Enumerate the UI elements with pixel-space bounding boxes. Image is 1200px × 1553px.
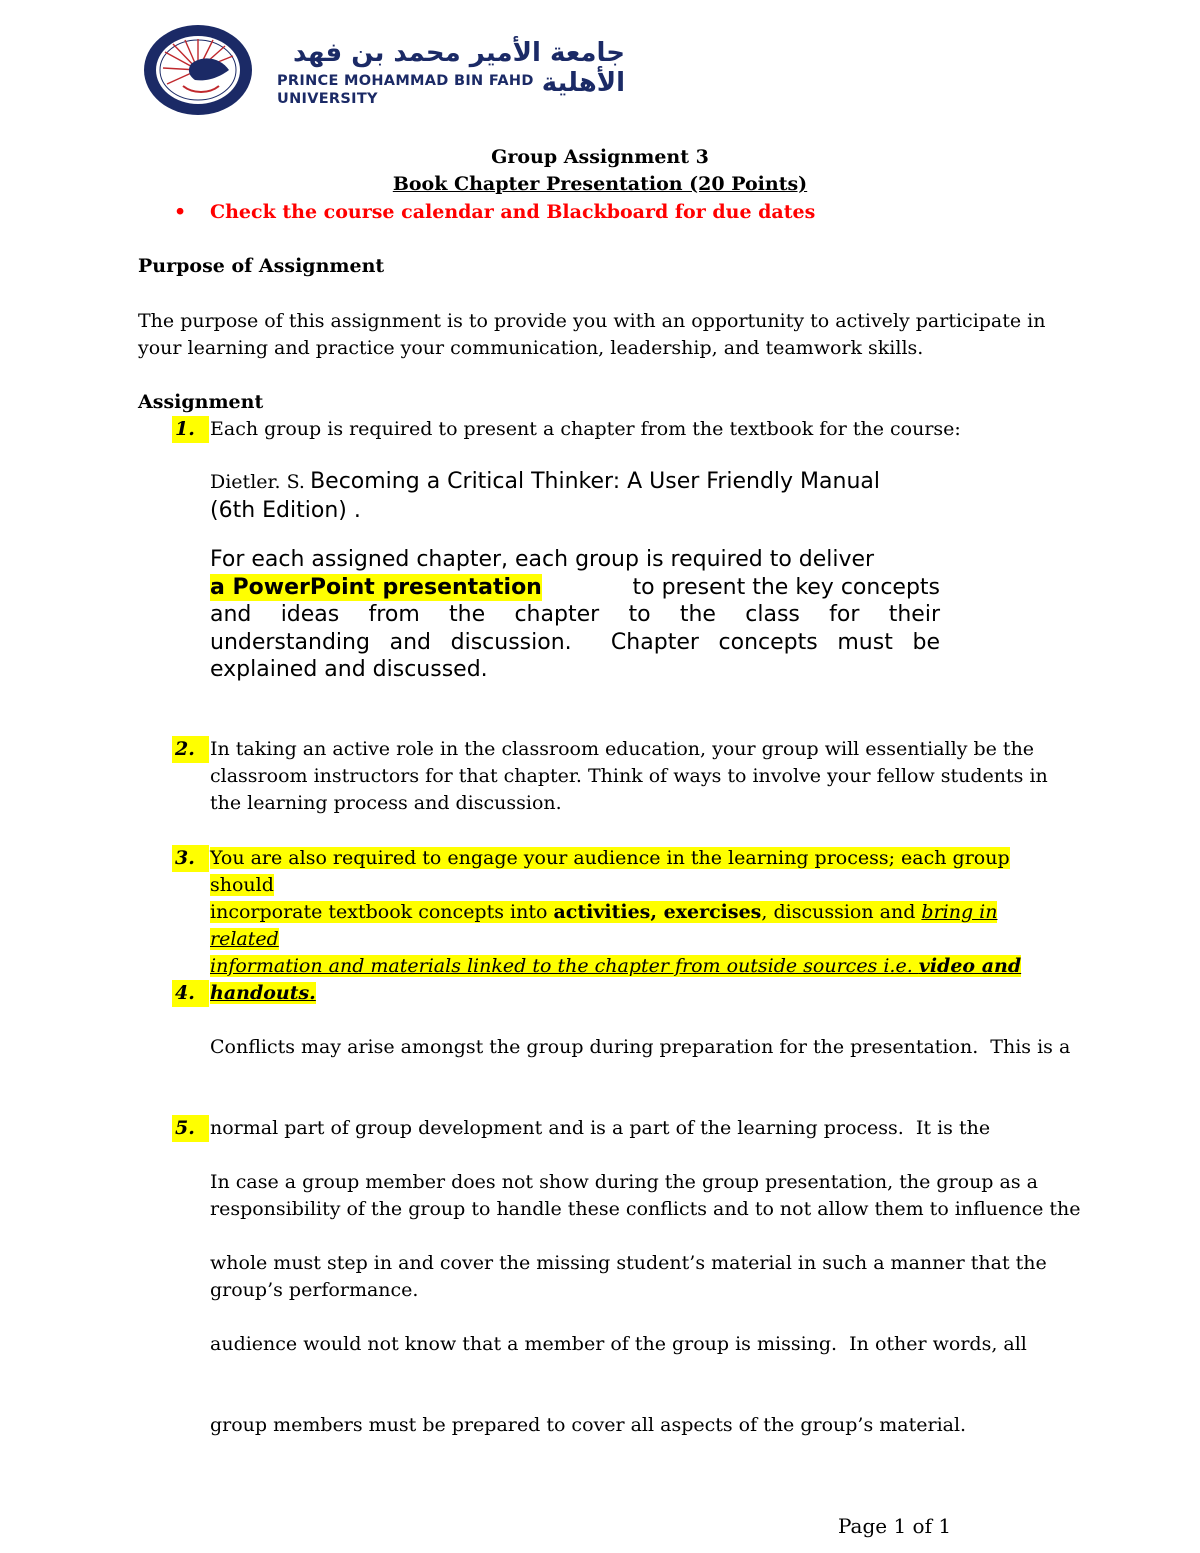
list-number: 2.	[172, 736, 209, 763]
list-item-text: group members must be prepared to cover all aspects of the group’s material.	[210, 1414, 967, 1436]
list-item-text: the learning process and discussion.	[210, 792, 562, 814]
list-number: 3.	[172, 845, 209, 872]
list-item-text: group’s performance.	[210, 1279, 419, 1301]
list-item-text: incorporate textbook concepts into activities, exercises, discussion and bring in related	[210, 901, 998, 950]
list-number: 4.	[172, 980, 209, 1007]
textbook-title: Becoming a Critical Thinker: A User Friendly Manual	[310, 469, 880, 494]
list-item-text: classroom instructors for that chapter. Think of ways to involve your fellow students in	[210, 765, 1048, 787]
deliverable-line: a PowerPoint presentation to present the key concepts	[210, 574, 940, 600]
deliverable-paragraph	[210, 546, 940, 684]
deliverable-line: and ideas from the chapter to the class for their	[210, 602, 940, 627]
list-item-text: whole must step in and cover the missing student’s material in such a manner that the	[210, 1252, 1047, 1274]
due-date-bullet: •	[174, 201, 187, 223]
list-item	[0, 416, 1200, 443]
list-item-text: Conflicts may arise amongst the group during preparation for the presentation. This is a	[210, 1036, 1071, 1058]
list-item-text: responsibility of the group to handle these conflicts and to not allow them to influence the	[210, 1198, 1081, 1220]
list-item-text: audience would not know that a member of the group is missing. In other words, all	[210, 1333, 1027, 1355]
deliverable-line: For each assigned chapter, each group is required to deliver	[210, 547, 875, 572]
university-english-name: PRINCE MOHAMMAD BIN FAHD UNIVERSITY	[277, 73, 534, 107]
list-item-text: information and materials linked to the chapter from outside sources i.e. video and	[210, 955, 1022, 977]
assignment-title: Group Assignment 3	[491, 146, 709, 168]
list-item	[0, 736, 1200, 817]
deliverable-line: explained and discussed.	[210, 657, 488, 682]
textbook-edition: (6th Edition) .	[210, 498, 361, 523]
list-item-text: In case a group member does not show during the group presentation, the group as a	[210, 1171, 1038, 1193]
list-item-text: handouts.	[210, 982, 316, 1004]
university-seal-icon	[143, 24, 253, 116]
list-item-text: You are also required to engage your audience in the learning process; each group should	[210, 847, 1010, 896]
assignment-heading: Assignment	[138, 391, 264, 413]
list-item-text: In taking an active role in the classroom education, your group will essentially be the	[210, 738, 1035, 760]
deliverable-line: understanding and discussion. Chapter concepts must be	[210, 629, 940, 655]
list-number: 5.	[172, 1115, 209, 1142]
page-number: Page 1 of 1	[838, 1514, 952, 1538]
purpose-heading: Purpose of Assignment	[138, 255, 385, 277]
textbook-author: Dietler. S.	[210, 471, 305, 493]
list-number: 1.	[172, 416, 209, 443]
assignment-subtitle: Book Chapter Presentation (20 Points)	[392, 173, 808, 195]
activities-exercises-text: activities, exercises	[553, 901, 762, 923]
powerpoint-highlight: a PowerPoint presentation	[210, 574, 542, 600]
list-item	[0, 845, 1200, 1004]
purpose-text-line1: The purpose of this assignment is to provide you with an opportunity to actively participate in	[138, 310, 1046, 332]
list-item-text: Each group is required to present a chapter from the textbook for the course:	[210, 418, 961, 440]
textbook-citation	[210, 468, 950, 525]
university-logo	[143, 24, 253, 116]
due-date-notice: Check the course calendar and Blackboard for due dates	[210, 201, 816, 223]
list-item-text: normal part of group development and is a part of the learning process. It is the	[210, 1117, 991, 1139]
university-arabic-name: جامعة الأمير محمد بن فهد الأهلية	[292, 38, 625, 98]
purpose-text-line2: your learning and practice your communication, leadership, and teamwork skills.	[138, 337, 924, 359]
